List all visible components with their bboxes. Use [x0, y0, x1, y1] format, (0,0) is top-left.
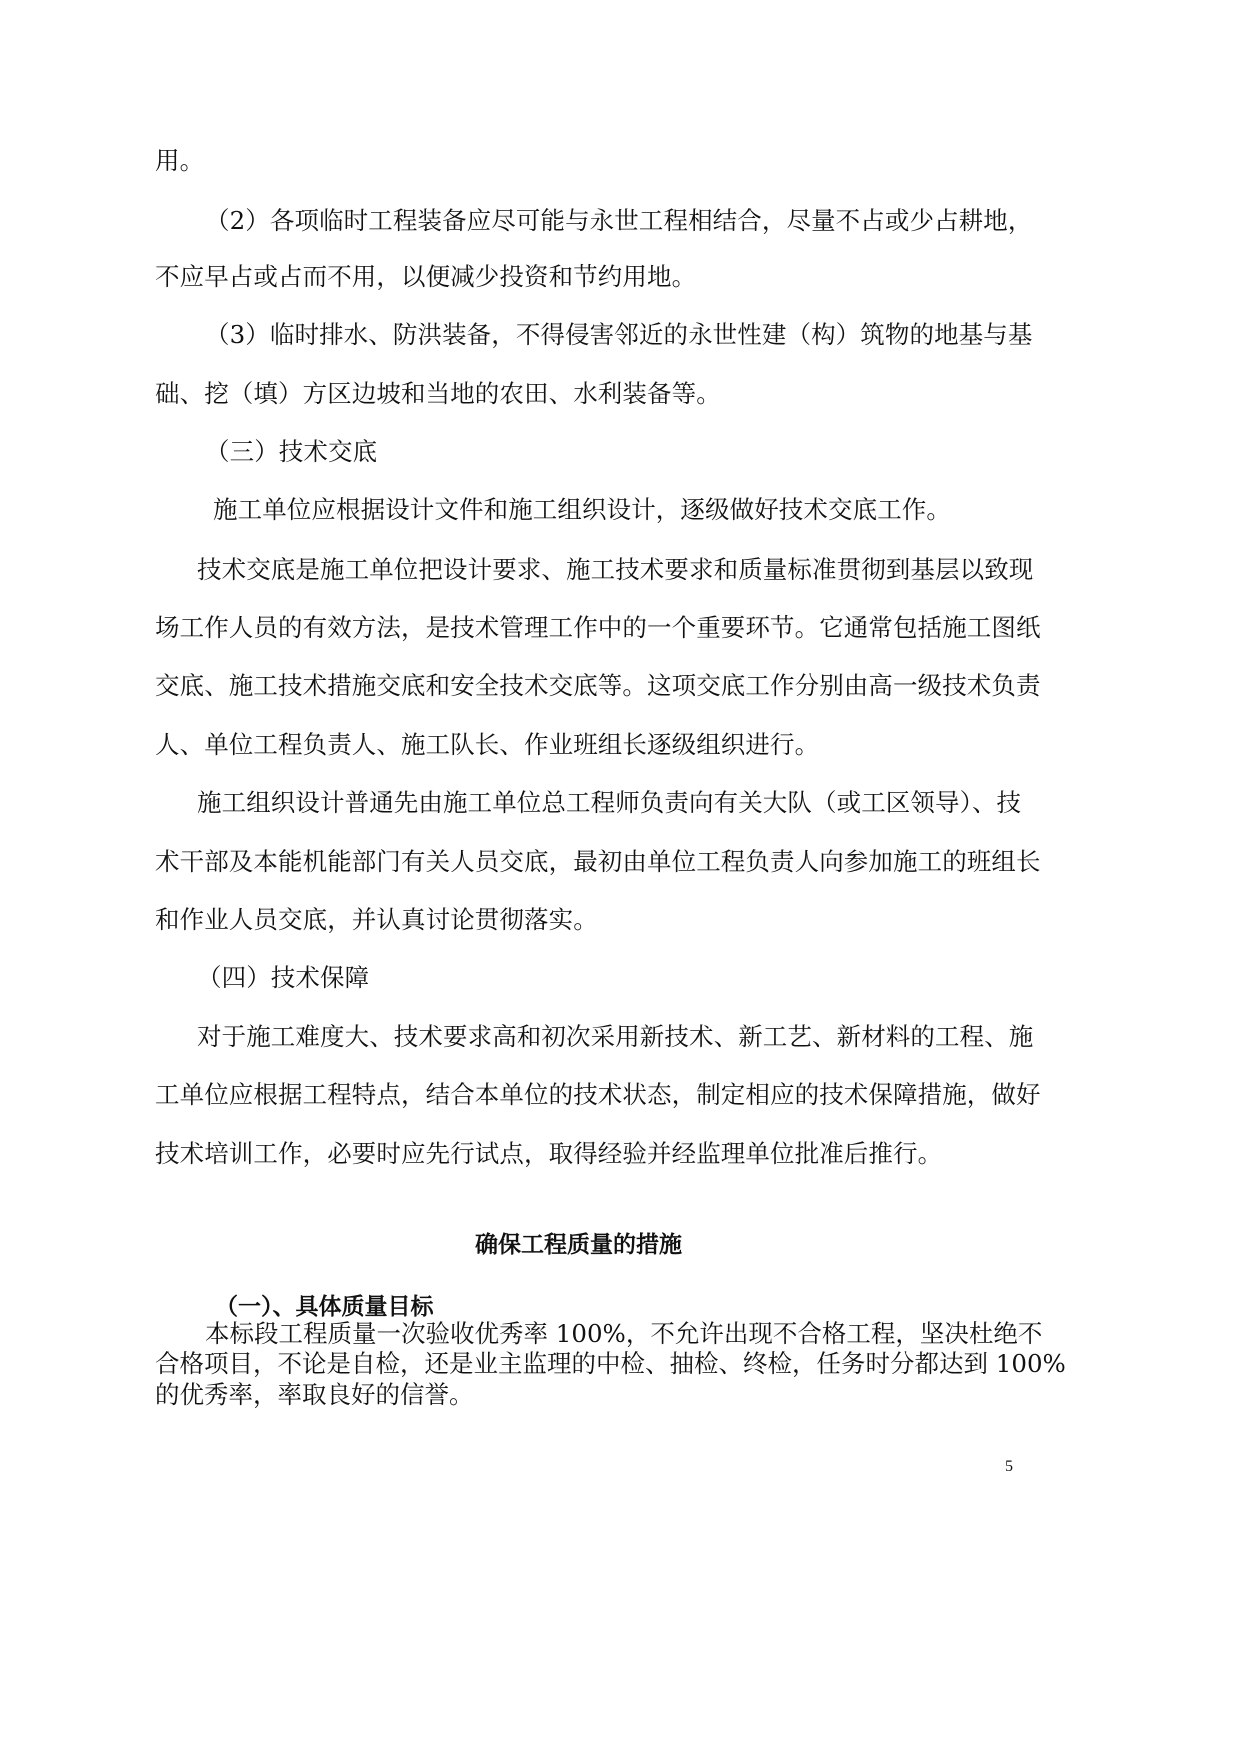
- text-line: （3）临时排水、防洪装备，不得侵害邻近的永世性建（构）筑物的地基与基: [205, 320, 1033, 349]
- page-number: 5: [1005, 1458, 1013, 1475]
- text-line: 术干部及本能机能部门有关人员交底，最初由单位工程负责人向参加施工的班组长: [155, 847, 1041, 876]
- text-line: 场工作人员的有效方法，是技术管理工作中的一个重要环节。它通常包括施工图纸: [155, 613, 1041, 642]
- text-line: 本标段工程质量一次验收优秀率 100%，不允许出现不合格工程，坚决杜绝不: [205, 1319, 1043, 1348]
- text-line: 用。: [155, 146, 205, 175]
- text-line: （2）各项临时工程装备应尽可能与永世工程相结合，尽量不占或少占耕地，: [205, 206, 1033, 235]
- text-line: 施工组织设计普通先由施工单位总工程师负责向有关大队（或工区领导）、技: [197, 788, 1022, 817]
- subsection-title: （一）、具体质量目标: [215, 1294, 434, 1320]
- text-line: 技术交底是施工单位把设计要求、施工技术要求和质量标准贯彻到基层以致现: [197, 555, 1034, 584]
- text-line: 的优秀率，率取良好的信誉。: [155, 1380, 474, 1409]
- section-heading: （三）技术交底: [205, 437, 378, 466]
- section-heading: （四）技术保障: [197, 963, 370, 992]
- text-line: 合格项目，不论是自检，还是业主监理的中检、抽检、终检，任务时分都达到 100%: [155, 1349, 1066, 1378]
- section-title: 确保工程质量的措施: [475, 1232, 682, 1258]
- text-line: 技术培训工作，必要时应先行试点，取得经验并经监理单位批准后推行。: [155, 1139, 943, 1168]
- text-line: 不应早占或占而不用，以便减少投资和节约用地。: [155, 262, 697, 291]
- text-line: 施工单位应根据设计文件和施工组织设计，逐级做好技术交底工作。: [213, 495, 951, 524]
- text-line: 交底、施工技术措施交底和安全技术交底等。这项交底工作分别由高一级技术负责: [155, 671, 1041, 700]
- text-line: 对于施工难度大、技术要求高和初次采用新技术、新工艺、新材料的工程、施: [197, 1022, 1034, 1051]
- text-line: 工单位应根据工程特点，结合本单位的技术状态，制定相应的技术保障措施，做好: [155, 1080, 1041, 1109]
- text-line: 人、单位工程负责人、施工队长、作业班组长逐级组织进行。: [155, 730, 820, 759]
- text-line: 础、挖（填）方区边坡和当地的农田、水利装备等。: [155, 379, 721, 408]
- text-line: 和作业人员交底，并认真讨论贯彻落实。: [155, 905, 598, 934]
